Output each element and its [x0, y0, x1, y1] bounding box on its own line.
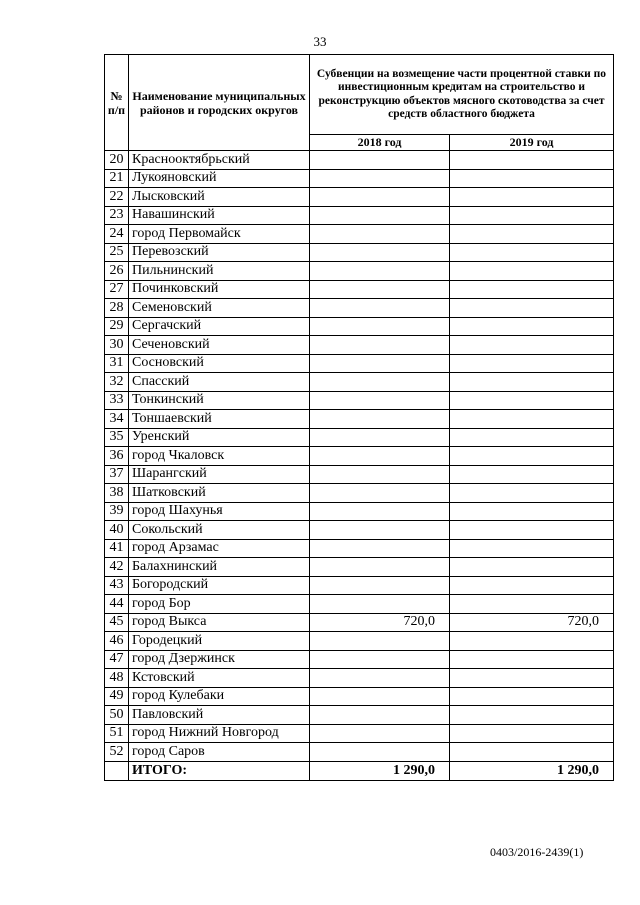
row-value-2019: [450, 447, 614, 466]
row-value-2019: [450, 484, 614, 503]
row-value-2019: [450, 262, 614, 281]
row-name: Шатковский: [129, 484, 310, 503]
row-value-2018: [310, 669, 450, 688]
table-row: [105, 317, 614, 336]
row-name: Сосновский: [129, 354, 310, 373]
row-value-2019: [450, 354, 614, 373]
row-value-2018: [310, 317, 450, 336]
row-value-2019: [450, 206, 614, 225]
row-value-2018: [310, 206, 450, 225]
table-row: [105, 336, 614, 355]
table-row: [105, 558, 614, 577]
row-number: 46: [105, 632, 129, 651]
row-name: Сергачский: [129, 317, 310, 336]
page-number: 33: [313, 34, 327, 49]
table-row: [105, 299, 614, 318]
number-column-header: № п/п: [105, 55, 129, 151]
row-number: 20: [105, 151, 129, 170]
row-number: 24: [105, 225, 129, 244]
row-value-2018: [310, 465, 450, 484]
row-number: 39: [105, 502, 129, 521]
row-value-2018: [310, 743, 450, 762]
row-value-2018: [310, 724, 450, 743]
table-row: [105, 151, 614, 170]
row-value-2018: [310, 169, 450, 188]
row-value-2018: [310, 151, 450, 170]
row-name: Сокольский: [129, 521, 310, 540]
row-value-2019: [450, 669, 614, 688]
total-number-cell: [105, 761, 129, 780]
table-row: [105, 613, 614, 632]
row-value-2019: [450, 576, 614, 595]
table-body: [105, 151, 614, 762]
row-value-2018: [310, 280, 450, 299]
row-value-2019: [450, 521, 614, 540]
row-value-2018: [310, 243, 450, 262]
row-number: 36: [105, 447, 129, 466]
row-name: город Бор: [129, 595, 310, 614]
row-value-2018: [310, 262, 450, 281]
row-number: 32: [105, 373, 129, 392]
row-value-2019: [450, 169, 614, 188]
table-row: [105, 576, 614, 595]
total-row: [105, 761, 614, 780]
row-value-2018: [310, 354, 450, 373]
row-number: 30: [105, 336, 129, 355]
table-row: [105, 354, 614, 373]
row-value-2019: [450, 539, 614, 558]
row-value-2018: [310, 558, 450, 577]
row-number: 38: [105, 484, 129, 503]
row-value-2018: [310, 225, 450, 244]
table-row: [105, 169, 614, 188]
row-value-2018: [310, 410, 450, 429]
row-number: 40: [105, 521, 129, 540]
document-code: 0403/2016-2439(1): [490, 845, 584, 859]
row-number: 37: [105, 465, 129, 484]
row-value-2018: [310, 373, 450, 392]
table-row: [105, 243, 614, 262]
row-value-2019: 720,0: [450, 613, 614, 632]
row-value-2019: [450, 243, 614, 262]
row-value-2018: [310, 502, 450, 521]
row-value-2018: [310, 576, 450, 595]
table-row: [105, 669, 614, 688]
name-column-header: Наименование муниципальных районов и городских округов: [129, 55, 310, 151]
row-value-2019: [450, 280, 614, 299]
table-row: [105, 632, 614, 651]
row-value-2018: [310, 336, 450, 355]
row-name: Лукояновский: [129, 169, 310, 188]
row-number: 51: [105, 724, 129, 743]
row-name: Уренский: [129, 428, 310, 447]
table-row: [105, 410, 614, 429]
row-value-2019: [450, 336, 614, 355]
row-number: 52: [105, 743, 129, 762]
table-row: [105, 539, 614, 558]
row-value-2019: [450, 724, 614, 743]
table-row: [105, 595, 614, 614]
row-name: Богородский: [129, 576, 310, 595]
subsidy-column-header: Субвенции на возмещение части процентной ставки по инвестиционным кредитам на строительство и реконструкцию объектов мясного скотоводства за счет средств областного бюджета: [310, 55, 614, 135]
row-number: 23: [105, 206, 129, 225]
row-number: 41: [105, 539, 129, 558]
row-value-2018: [310, 484, 450, 503]
row-name: Краснооктябрьский: [129, 151, 310, 170]
row-number: 25: [105, 243, 129, 262]
row-value-2019: [450, 687, 614, 706]
row-number: 48: [105, 669, 129, 688]
row-name: Семеновский: [129, 299, 310, 318]
row-value-2019: [450, 225, 614, 244]
row-number: 27: [105, 280, 129, 299]
row-number: 31: [105, 354, 129, 373]
row-value-2019: [450, 558, 614, 577]
row-name: город Дзержинск: [129, 650, 310, 669]
row-value-2018: [310, 650, 450, 669]
table-row: [105, 743, 614, 762]
row-name: Шарангский: [129, 465, 310, 484]
row-name: Починковский: [129, 280, 310, 299]
row-name: Городецкий: [129, 632, 310, 651]
row-number: 44: [105, 595, 129, 614]
row-number: 49: [105, 687, 129, 706]
row-number: 22: [105, 188, 129, 207]
row-value-2019: [450, 632, 614, 651]
table-row: [105, 484, 614, 503]
total-2019-value: 1 290,0: [450, 761, 614, 780]
row-number: 50: [105, 706, 129, 725]
row-value-2018: [310, 391, 450, 410]
row-number: 47: [105, 650, 129, 669]
row-number: 35: [105, 428, 129, 447]
row-number: 43: [105, 576, 129, 595]
row-value-2019: [450, 151, 614, 170]
row-value-2019: [450, 650, 614, 669]
row-number: 33: [105, 391, 129, 410]
row-value-2019: [450, 706, 614, 725]
row-name: город Первомайск: [129, 225, 310, 244]
table-row: [105, 650, 614, 669]
table-row: [105, 280, 614, 299]
row-number: 28: [105, 299, 129, 318]
row-number: 34: [105, 410, 129, 429]
table-row: [105, 391, 614, 410]
row-name: Кстовский: [129, 669, 310, 688]
row-name: город Выкса: [129, 613, 310, 632]
row-name: город Нижний Новгород: [129, 724, 310, 743]
total-2018-value: 1 290,0: [310, 761, 450, 780]
row-name: Тонкинский: [129, 391, 310, 410]
table-row: [105, 502, 614, 521]
row-value-2019: [450, 188, 614, 207]
table-row: [105, 373, 614, 392]
row-number: 45: [105, 613, 129, 632]
subsidy-table: [104, 54, 614, 781]
total-label: ИТОГО:: [129, 761, 310, 780]
year-2018-header: 2018 год: [310, 135, 450, 151]
row-name: город Шахунья: [129, 502, 310, 521]
row-value-2019: [450, 465, 614, 484]
row-value-2018: 720,0: [310, 613, 450, 632]
table-row: [105, 724, 614, 743]
row-value-2019: [450, 317, 614, 336]
table-row: [105, 521, 614, 540]
row-value-2019: [450, 373, 614, 392]
row-value-2018: [310, 687, 450, 706]
row-name: Перевозский: [129, 243, 310, 262]
table-row: [105, 428, 614, 447]
table-row: [105, 188, 614, 207]
row-name: Лысковский: [129, 188, 310, 207]
row-value-2018: [310, 706, 450, 725]
row-value-2018: [310, 539, 450, 558]
row-value-2018: [310, 521, 450, 540]
row-number: 42: [105, 558, 129, 577]
row-value-2018: [310, 632, 450, 651]
row-name: город Арзамас: [129, 539, 310, 558]
table-row: [105, 465, 614, 484]
table-row: [105, 225, 614, 244]
row-value-2019: [450, 391, 614, 410]
row-value-2019: [450, 502, 614, 521]
year-2019-header: 2019 год: [450, 135, 614, 151]
row-name: Балахнинский: [129, 558, 310, 577]
table-row: [105, 447, 614, 466]
row-name: Павловский: [129, 706, 310, 725]
row-name: Тоншаевский: [129, 410, 310, 429]
row-name: город Саров: [129, 743, 310, 762]
row-number: 29: [105, 317, 129, 336]
row-value-2018: [310, 428, 450, 447]
row-name: Спасский: [129, 373, 310, 392]
row-value-2019: [450, 299, 614, 318]
row-value-2019: [450, 595, 614, 614]
row-name: город Чкаловск: [129, 447, 310, 466]
row-value-2019: [450, 743, 614, 762]
row-value-2018: [310, 447, 450, 466]
row-name: Навашинский: [129, 206, 310, 225]
row-number: 26: [105, 262, 129, 281]
row-value-2018: [310, 188, 450, 207]
table-row: [105, 687, 614, 706]
row-name: город Кулебаки: [129, 687, 310, 706]
table-row: [105, 262, 614, 281]
table-row: [105, 706, 614, 725]
row-name: Сеченовский: [129, 336, 310, 355]
row-number: 21: [105, 169, 129, 188]
table-row: [105, 206, 614, 225]
row-value-2018: [310, 595, 450, 614]
row-value-2019: [450, 410, 614, 429]
row-name: Пильнинский: [129, 262, 310, 281]
row-value-2018: [310, 299, 450, 318]
row-value-2019: [450, 428, 614, 447]
